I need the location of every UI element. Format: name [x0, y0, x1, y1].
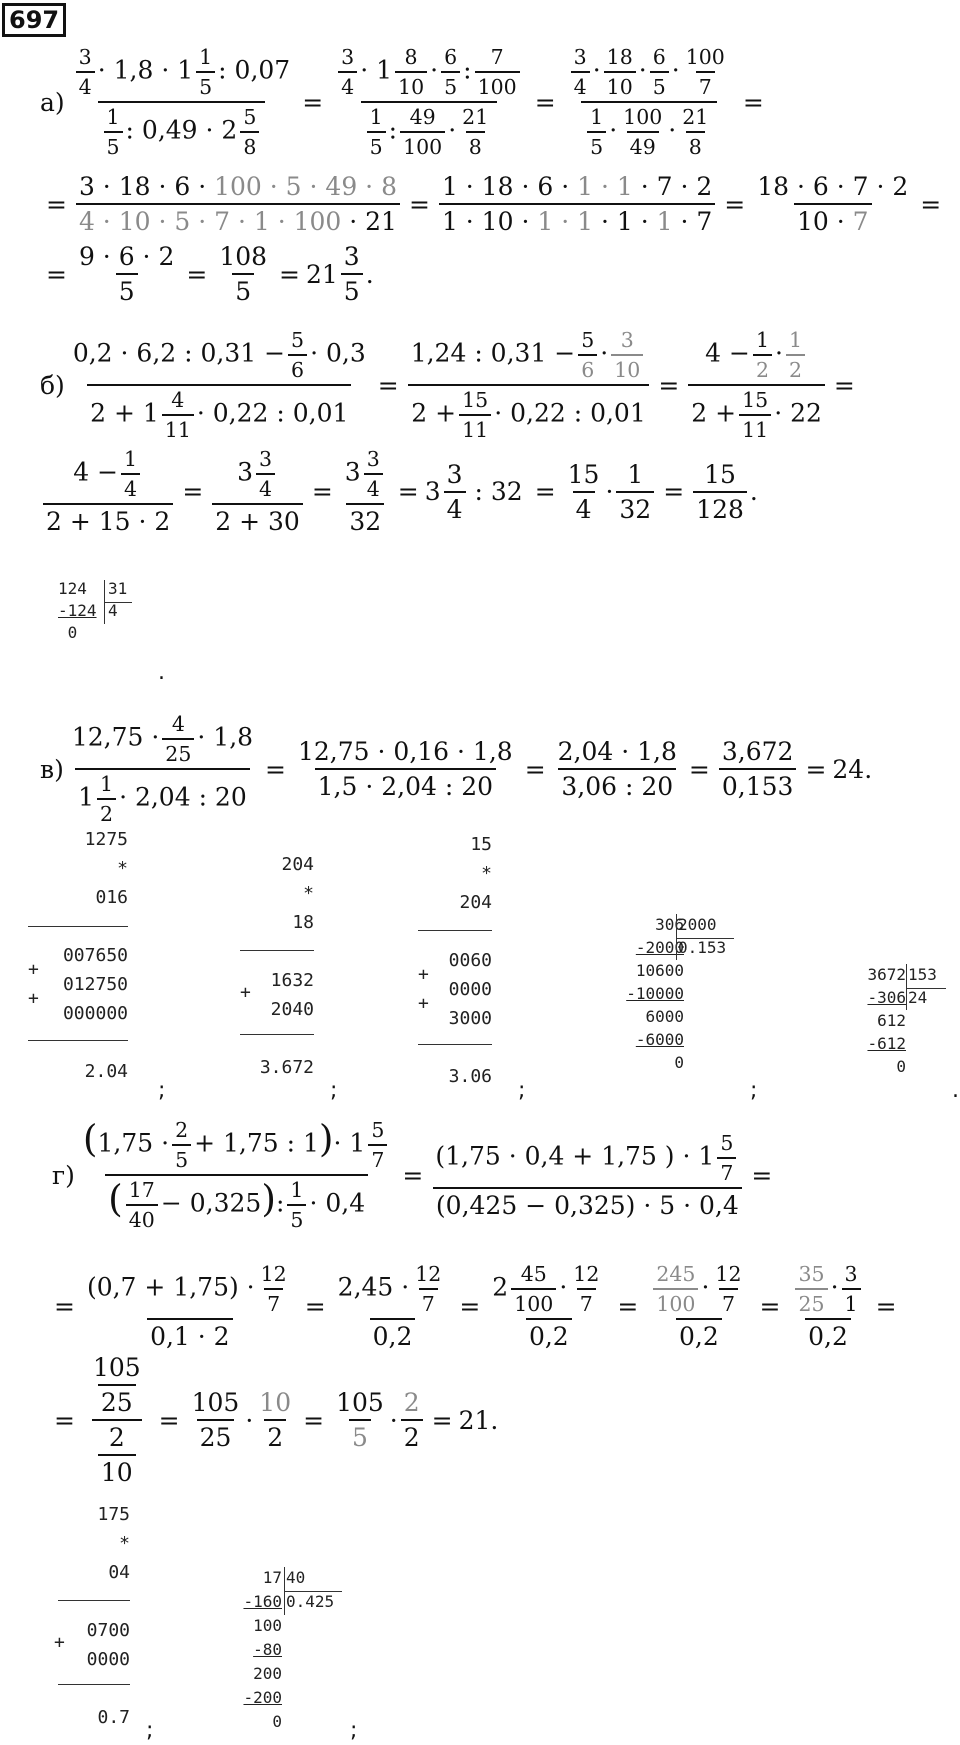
punct-semicolon: ;	[350, 1718, 358, 1743]
fraction: $\frac{3}{4}$ · 1,8 · 1 $\frac{1}{5}$ : 0,07 $\frac{1}{5}$ : 0,49 · 2 $\frac{5}{8}$	[70, 45, 294, 159]
fraction: 4 − $\frac{1}{2}$ · $\frac{1}{2}$ 2 + $\frac{15}{11}$ · 22	[688, 328, 825, 442]
division-divisor: 2000 0.153	[678, 915, 727, 957]
fraction: 4 − $\frac{1}{4}$ 2 + 15 · 2	[43, 447, 173, 536]
rule	[58, 1600, 130, 1601]
rule	[418, 930, 492, 931]
plus-signs: + +	[28, 959, 39, 1009]
part-a-line-1: а) $\frac{3}{4}$ · 1,8 · 1 $\frac{1}{5}$ : 0,07 $\frac{1}{5}$ : 0,49 · 2 $\frac{5}{8}$ = $\frac{3}{4}$ · 1 $\frac{8}{10}$ · $\frac{6}{5}$ : $\frac{7}{100}$ $\frac{1}{5}$ : $\frac{49}{100}$ · $\frac{21}{8}$ = $\frac{3}{4}$ · $\frac{18}{10}$ · $\frac{6}{5}$ · $\frac{100}{7}$ $\frac{1}{5}$ · $\frac{100}{49}$ · $\frac{21}{8}$ =	[40, 45, 764, 159]
division-bar	[676, 914, 677, 960]
punct-dot: .	[158, 660, 165, 685]
part-g-label: г)	[52, 1160, 75, 1190]
plus-signs: + +	[418, 964, 429, 1014]
division-rule	[284, 1591, 342, 1592]
fraction: $\frac{1 \cdot 18 \cdot 6 \cdot 1 \cdot 1 \cdot 7 \cdot 2}{1 \cdot 10 \cdot 1 \cdot 1 \cdot 1 \cdot 1 \cdot 7}$	[439, 172, 715, 236]
division-rule	[104, 602, 132, 603]
part-a-label: а)	[40, 87, 65, 117]
plus-sign: +	[54, 1632, 65, 1653]
division-divisor: 31 4	[108, 579, 128, 620]
division-rule	[676, 938, 734, 939]
part-g-line-2: = (0,7 + 1,75) · $\frac{12}{7}$ 0,1 · 2 = 2,45 · $\frac{12}{7}$ 0,2 = 2 $\frac{45}{100}$ · $\frac{12}{7}$ 0,2 = $\frac{245}{100}$ · $\frac{12}{7}$ 0,2 = $\frac{35}{25}$ · $\frac{3}{1}$ 0,2 =	[54, 1262, 897, 1351]
division-divisor: 153 24	[908, 965, 937, 1007]
rule	[28, 1040, 128, 1041]
part-v-label: в)	[40, 754, 64, 784]
part-v-line-1: в) 12,75 · $\frac{4}{25}$ · 1,8 1 $\frac{1}{2}$ · 2,04 : 20 = $\frac{12,75 \cdot 0,16 \cdot 1,8}{1,5 \cdot 2,04 : 20}$ = $\frac{2,04 \cdot 1,8}{3,06 : 20}$ = $\frac{3,672}{0,153}$ = 24.	[40, 712, 873, 826]
division-rule	[906, 988, 946, 989]
fraction: 12,75 · $\frac{4}{25}$ · 1,8 1 $\frac{1}{2}$ · 2,04 : 20	[71, 712, 254, 826]
long-division: 3672 -306 612 -612 0	[867, 965, 906, 1076]
fraction: (1,75 · 0,4 + 1,75 ) · 1 $\frac{5}{7}$ (0,425 − 0,325) · 5 · 0,4	[432, 1131, 742, 1220]
punct-semicolon: ;	[518, 1078, 526, 1103]
multiplication: 1275 * 016 007650 012750 000000 2.04	[62, 829, 128, 1082]
punct-semicolon: ;	[330, 1078, 338, 1103]
problem-number: 697	[2, 3, 66, 37]
punct-semicolon: ;	[158, 1078, 166, 1103]
multiplication: 175 * 04 0700 0000 0.7	[86, 1504, 130, 1728]
fraction: $\frac{\frac{105}{25}}{\frac{2}{10}}$	[92, 1353, 141, 1487]
fraction: $\frac{3}{4}$ · $\frac{18}{10}$ · $\frac{6}{5}$ · $\frac{100}{7}$ $\frac{1}{5}$ · $\frac{100}{49}$ · $\frac{21}{8}$	[565, 45, 734, 159]
fraction: $\frac{3}{4}$ · 1 $\frac{8}{10}$ · $\frac{6}{5}$ : $\frac{7}{100}$ $\frac{1}{5}$ : $\frac{49}{100}$ · $\frac{21}{8}$	[332, 45, 526, 159]
part-a-line-3: = $\frac{9 \cdot 6 \cdot 2}{5}$ = $\frac{108}{5}$ = 21 $\frac{3}{5}$ .	[46, 242, 374, 306]
rule	[418, 1044, 492, 1045]
punct-dot: .	[952, 1078, 959, 1103]
part-a-line-2: = $\frac{3 \cdot 18 \cdot 6 \cdot 100 \cdot 5 \cdot 49 \cdot 8}{4 \cdot 10 \cdot 5 \cdot 7 \cdot 1 \cdot 100 \cdot 21}$ = $\frac{1 \cdot 18 \cdot 6 \cdot 1 \cdot 1 \cdot 7 \cdot 2}{1 \cdot 10 \cdot 1 \cdot 1 \cdot 1 \cdot 1 \cdot 7}$ = $\frac{18 \cdot 6 \cdot 7 \cdot 2}{10 \cdot 7}$ =	[46, 172, 942, 236]
rule	[240, 950, 314, 951]
rule	[58, 1684, 130, 1685]
part-g-line-3: = $\frac{\frac{105}{25}}{\frac{2}{10}}$ = $\frac{105}{25}$ · $\frac{10}{2}$ = $\frac{105}{5}$ · $\frac{2}{2}$ = 21.	[54, 1353, 499, 1487]
division-divisor: 40 0.425	[286, 1568, 335, 1611]
long-division: 306 -2000 10600 -10000 6000 -6000 0	[626, 915, 684, 1072]
long-division: 124 -124 0	[58, 579, 97, 642]
punct-semicolon: ;	[146, 1718, 154, 1743]
part-b-line-2: 4 − $\frac{1}{4}$ 2 + 15 · 2 = 3 $\frac{3}{4}$ 2 + 30 = 3 $\frac{3}{4}$ 32 = 3 $\frac{3}{4}$ : 32 = $\frac{15}{4}$ · $\frac{1}{32}$ = $\frac{15}{128}$ .	[40, 447, 758, 536]
long-division: 17 -160 100 -80 200 -200 0	[243, 1568, 282, 1731]
multiplication: 204 * 18 1632 2040 3.672	[259, 854, 314, 1078]
multiplication: 15 * 204 0060 0000 3000 3.06	[448, 834, 492, 1087]
punct-semicolon: ;	[750, 1078, 758, 1103]
fraction: 0,2 · 6,2 : 0,31 − $\frac{5}{6}$ · 0,3 2 + 1 $\frac{4}{11}$ · 0,22 : 0,01	[72, 328, 366, 442]
fraction: 1,24 : 0,31 − $\frac{5}{6}$ · $\frac{3}{10}$ 2 + $\frac{15}{11}$ · 0,22 : 0,01	[408, 328, 650, 442]
fraction: (1,75 · $\frac{2}{5}$ + 1,75 : 1)· 1 $\frac{5}{7}$ ( $\frac{17}{40}$ − 0,325): $\frac{1}{5}$ · 0,4	[80, 1118, 394, 1232]
fraction: $\frac{18 \cdot 6 \cdot 7 \cdot 2}{10 \cdot 7}$	[757, 172, 909, 236]
fraction: $\frac{3 \cdot 18 \cdot 6 \cdot 100 \cdot 5 \cdot 49 \cdot 8}{4 \cdot 10 \cdot 5 \cdot 7 \cdot 1 \cdot 100 \cdot 21}$	[76, 172, 400, 236]
rule	[240, 1034, 314, 1035]
part-b-line-1: б) 0,2 · 6,2 : 0,31 − $\frac{5}{6}$ · 0,3 2 + 1 $\frac{4}{11}$ · 0,22 : 0,01 = 1,24 : 0,31 − $\frac{5}{6}$ · $\frac{3}{10}$ 2 + $\frac{15}{11}$ · 0,22 : 0,01 = 4 − $\frac{1}{2}$ · $\frac{1}{2}$ 2 + $\frac{15}{11}$ · 22 =	[40, 328, 855, 442]
rule	[28, 926, 128, 927]
part-b-label: б)	[40, 370, 65, 400]
plus-sign: +	[240, 982, 251, 1003]
part-g-line-1: г) (1,75 · $\frac{2}{5}$ + 1,75 : 1)· 1 $\frac{5}{7}$ ( $\frac{17}{40}$ − 0,325): $\frac{1}{5}$ · 0,4 = (1,75 · 0,4 + 1,75 ) · 1 $\frac{5}{7}$ (0,425 − 0,325) · 5 · 0,4 =	[52, 1116, 773, 1232]
division-bar	[906, 964, 907, 1010]
